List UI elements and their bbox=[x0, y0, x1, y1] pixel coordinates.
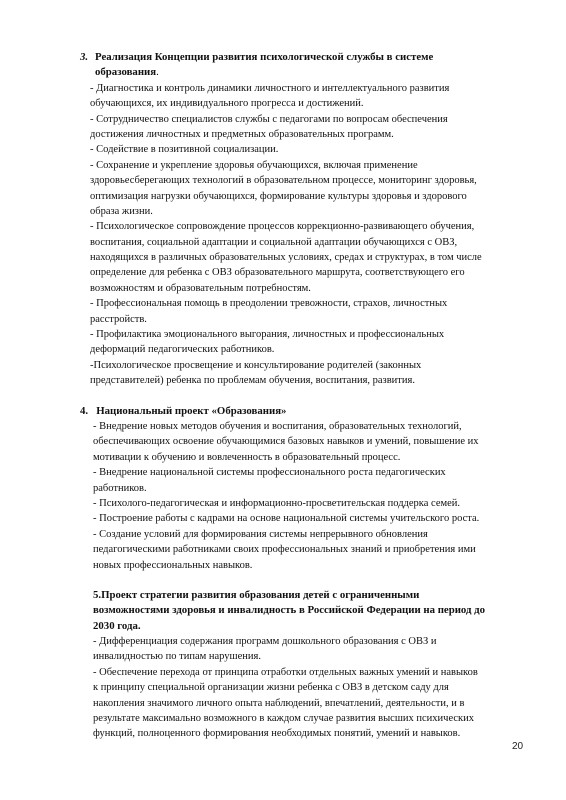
section-3-title-line-2: образования bbox=[95, 66, 157, 79]
section-3-line: обучающихся, их индивидуального прогресса и достижений. bbox=[90, 98, 364, 110]
section-3-line: находящихся в различных образовательных условиях, средах и структурах, в том числе bbox=[90, 252, 482, 264]
section-3-line: здоровьесберегающих технологий в образовательном процессе, мониторинг здоровья, bbox=[90, 175, 477, 187]
section-3-line: - Психологическое сопровождение процессов коррекционно-развивающего обучения, bbox=[90, 221, 475, 233]
section-gap bbox=[80, 389, 520, 404]
section-3-title-cont bbox=[80, 65, 520, 80]
section-3-line: образа жизни. bbox=[90, 205, 153, 217]
section-5-title-line: 5.Проект стратегии развития образования детей с ограниченными bbox=[93, 588, 420, 601]
section-5-line: инвалидностью по типам нарушения. bbox=[93, 651, 261, 663]
section-3-line: воспитания, социальной адаптации и социальной адаптации обучающихся с ОВЗ, bbox=[90, 236, 458, 248]
section-3-line: возможностям и образовательным потребностям. bbox=[90, 282, 311, 294]
section-3-line: - Сохранение и укрепление здоровья обучающихся, включая применение bbox=[90, 159, 418, 171]
section-4-line: - Внедрение новых методов обучения и воспитания, образовательных технологий, bbox=[93, 420, 462, 432]
section-3-line: представителей) ребенка по проблемам обучения, воспитания, развития. bbox=[90, 375, 415, 387]
section-3-line: определение для ребенка с ОВЗ образовательного маршрута, соответствующего его bbox=[90, 267, 465, 279]
section-5-title-line: 2030 года. bbox=[93, 619, 141, 632]
section-5-title-line: возможностями здоровья и инвалидность в Российской Федерации на период до bbox=[93, 604, 486, 617]
section-3-line: -Психологическое просвещение и консультирование родителей (законных bbox=[90, 359, 422, 371]
section-4-line: педагогическими работниками своих профессиональных знаний и приобретения ими bbox=[93, 544, 476, 556]
section-4-body bbox=[80, 419, 520, 573]
section-3-line: - Диагностика и контроль динамики личностного и интеллектуального развития bbox=[90, 82, 450, 94]
section-3-title-period: . bbox=[156, 66, 159, 79]
section-4-title: 4. Национальный проект «Образования» bbox=[80, 404, 287, 417]
section-5-line: - Дифференциация содержания программ дошкольного образования с ОВЗ и bbox=[93, 636, 437, 648]
section-3-line: достижения личностных и предметных образовательных программ. bbox=[90, 128, 394, 140]
section-4-line: - Построение работы с кадрами на основе национальной системы учительского роста. bbox=[93, 513, 480, 525]
page-number: 20 bbox=[512, 741, 524, 752]
section-gap bbox=[80, 573, 520, 588]
section-3-line: деформаций педагогических работников. bbox=[90, 344, 275, 356]
section-5-line: накопления значимого личного опыта наблюдений, впечатлений, деятельности, и в bbox=[93, 697, 465, 709]
section-5-line: к принципу специальной организации жизни ребенка с ОВЗ в детском саду для bbox=[93, 682, 449, 694]
section-3-body bbox=[80, 81, 520, 389]
section-3-line: - Сотрудничество специалистов службы с педагогами по вопросам обеспечения bbox=[90, 113, 448, 125]
section-3-line: - Профилактика эмоционального выгорания, личностных и профессиональных bbox=[90, 329, 445, 341]
section-5-title bbox=[80, 588, 520, 634]
section-3-line: - Содействие в позитивной социализации. bbox=[90, 144, 279, 156]
section-4-line: мотивации к обучению и вовлеченность в образовательный процесс. bbox=[93, 451, 401, 463]
section-5-line: функций, полноценного формирования необходимых понятий, умений и навыков. bbox=[93, 728, 461, 740]
section-3-line: оптимизация нагрузки обучающихся, формирование культуры здоровья и здорового bbox=[90, 190, 467, 202]
page-content bbox=[80, 50, 520, 742]
section-4-line: новых профессиональных навыков. bbox=[93, 559, 253, 571]
section-3-title-line-1: Реализация Концепции развития психологической службы в системе bbox=[95, 51, 434, 63]
section-4-line: обеспечивающих освоение обучающимися базовых навыков и умений, повышение их bbox=[93, 436, 479, 448]
section-3-number: 3. bbox=[80, 51, 89, 63]
section-3-line: - Профессиональная помощь в преодолении тревожности, страхов, личностных bbox=[90, 298, 448, 310]
section-4-line: - Внедрение национальной системы профессионального роста педагогических bbox=[93, 467, 446, 479]
section-4-line: работников. bbox=[93, 482, 147, 494]
section-5-line: результате максимально возможного в каждом случае развития высших психических bbox=[93, 713, 475, 725]
section-5-line: - Обеспечение перехода от принципа отработки отдельных важных умений и навыков bbox=[93, 666, 478, 678]
section-3-line: расстройств. bbox=[90, 313, 147, 325]
section-4-line: - Психолого-педагогическая и информационно-просветительская поддерка семей. bbox=[93, 497, 461, 509]
section-5-body bbox=[80, 634, 520, 742]
section-3-title bbox=[80, 50, 520, 65]
section-4-line: - Создание условий для формирования системы непрерывного обновления bbox=[93, 528, 428, 540]
